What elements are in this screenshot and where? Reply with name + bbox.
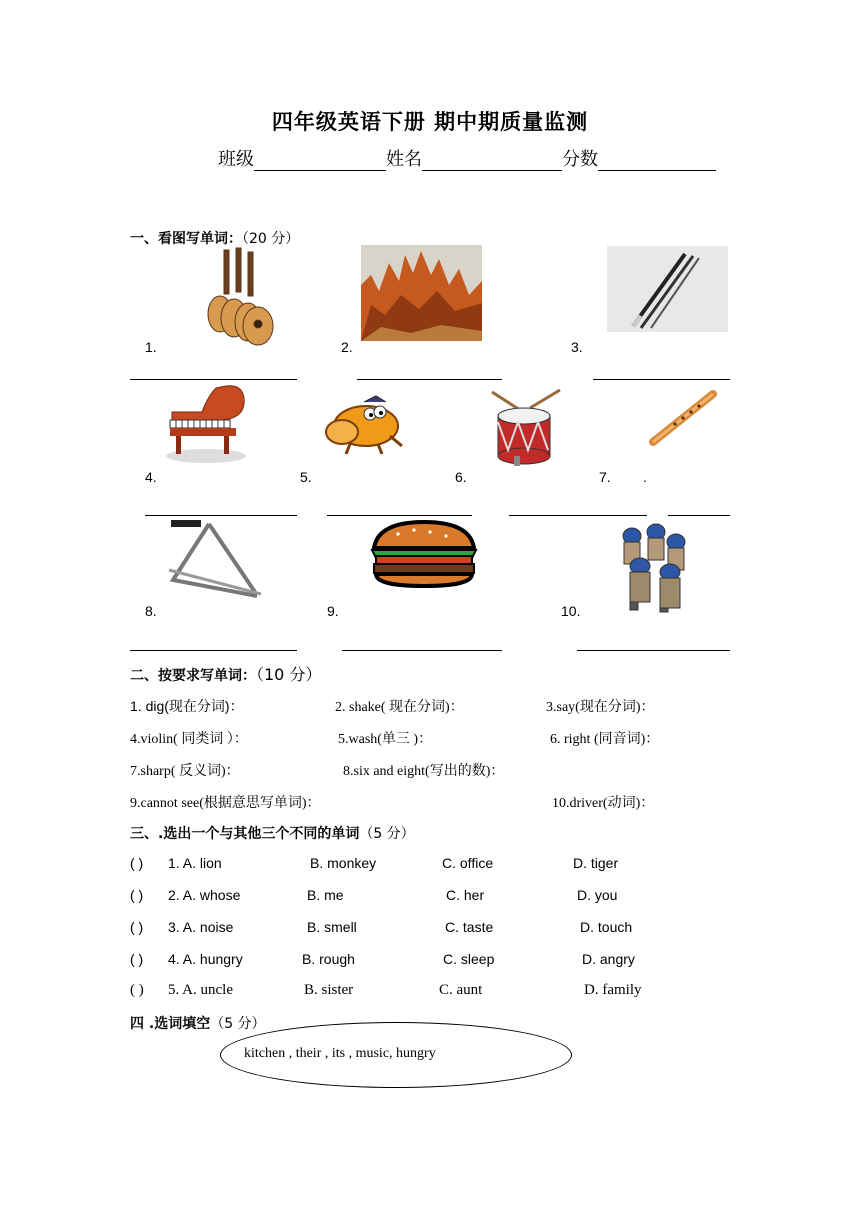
name-blank[interactable] (422, 152, 562, 171)
rock-mountain-icon (361, 245, 482, 341)
s3-row-2-b: B. me (307, 887, 344, 903)
s3-row-2-c: C. her (446, 887, 485, 903)
s3-row-4-c: C. sleep (443, 951, 495, 967)
s2-item-9: 9.cannot see(根据意思写单词)： (130, 796, 321, 811)
s3-row-1-d: D. tiger (573, 855, 619, 871)
q7-number: 7. (599, 469, 611, 485)
answer-line-5[interactable] (327, 515, 472, 516)
triangle-instrument-icon (165, 518, 275, 600)
section4-heading-text: 四 .选词填空 (130, 1016, 211, 1032)
s3-row-3-b: B. smell (307, 919, 357, 935)
q8-number: 8. (145, 603, 157, 619)
s3-row-1-c: C. office (442, 855, 494, 871)
s3-row-1-b: B. monkey (310, 855, 377, 871)
section2-heading-text: 二、按要求写单词： (130, 668, 256, 684)
s3-row-5-paren[interactable]: ( ) (130, 982, 144, 998)
word-bank: kitchen , their , its , music, hungry (244, 1046, 436, 1061)
s2-item-7: 7.sharp( 反义词)： (130, 764, 240, 779)
s3-row-3-c: C. taste (445, 919, 494, 935)
s2-item-10: 10.driver(动词)： (552, 796, 655, 811)
q2-number: 2. (341, 339, 353, 355)
s2-item-2: 2. shake( 现在分词)： (335, 700, 464, 715)
section3-score: （5 分） (359, 826, 415, 842)
s2-item-1: 1. dig(现在分词)： (130, 698, 244, 714)
student-info (218, 145, 716, 171)
name-label: 姓名 (386, 149, 422, 170)
s3-row-5-b: B. sister (304, 982, 354, 998)
q4-number: 4. (145, 469, 157, 485)
answer-line-10[interactable] (577, 650, 730, 651)
q6-number: 6. (455, 469, 467, 485)
answer-line-3[interactable] (593, 379, 730, 380)
s3-row-4-b: B. rough (302, 951, 355, 967)
piano-icon (162, 382, 250, 464)
s3-row-5-d: D. family (584, 982, 642, 998)
section1-heading (130, 228, 299, 248)
s3-row-5-question: 5. A. uncle (168, 982, 233, 998)
q5-number: 5. (300, 469, 312, 485)
page-title: 四年级英语下册 期中期质量监测 (271, 110, 589, 134)
answer-line-2[interactable] (357, 379, 502, 380)
s3-row-4-question: 4. A. hungry (168, 951, 243, 967)
section3-heading (130, 823, 415, 843)
answer-line-6[interactable] (509, 515, 647, 516)
s3-row-4-paren[interactable]: ( ) (130, 951, 144, 967)
section3-heading-text: 三、.选出一个与其他三个不同的单词 (130, 826, 360, 842)
s3-row-2-d: D. you (577, 887, 618, 903)
section1-heading-text: 一、看图写单词： (130, 231, 242, 247)
soldiers-icon (612, 522, 698, 614)
answer-line-9[interactable] (342, 650, 502, 651)
score-blank[interactable] (598, 152, 716, 171)
s3-row-1-paren[interactable]: ( ) (130, 855, 144, 871)
answer-line-8[interactable] (130, 650, 297, 651)
section4-heading (130, 1013, 266, 1033)
s3-row-4-d: D. angry (582, 951, 635, 967)
class-blank[interactable] (254, 152, 386, 171)
s3-row-2-paren[interactable]: ( ) (130, 887, 144, 903)
s3-row-1-question: 1. A. lion (168, 855, 222, 871)
guitars-icon (200, 246, 280, 346)
answer-line-4[interactable] (145, 515, 297, 516)
q1-number: 1. (145, 339, 157, 355)
answer-line-1[interactable] (130, 379, 297, 380)
drum-icon (478, 386, 562, 470)
s2-item-8: 8.six and eight(写出的数)： (343, 764, 505, 779)
class-label: 班级 (218, 149, 254, 170)
s3-row-2-question: 2. A. whose (168, 887, 241, 903)
section2-heading (130, 662, 321, 685)
s3-row-3-paren[interactable]: ( ) (130, 919, 144, 935)
s2-item-6: 6. right (同音词)： (550, 732, 660, 747)
q9-number: 9. (327, 603, 339, 619)
section1-score: （20 分） (242, 231, 300, 247)
flute-icon (645, 388, 719, 448)
score-label: 分数 (562, 149, 598, 170)
drumsticks-icon (607, 246, 728, 332)
s2-item-5: 5.wash(单三 )： (338, 732, 433, 747)
s2-item-4: 4.violin( 同类词 ）： (130, 732, 248, 747)
q10-number: 10. (561, 603, 581, 619)
answer-line-7[interactable] (668, 515, 730, 516)
section2-score: （10 分） (256, 665, 322, 684)
stray-period: . (643, 469, 647, 485)
s3-row-3-d: D. touch (580, 919, 633, 935)
cartoon-animal-icon (320, 392, 408, 456)
section4-score: （5 分） (210, 1016, 266, 1032)
s2-item-3: 3.say(现在分词)： (546, 700, 655, 715)
hamburger-icon (368, 518, 480, 590)
q3-number: 3. (571, 339, 583, 355)
s3-row-3-question: 3. A. noise (168, 919, 234, 935)
s3-row-5-c: C. aunt (439, 982, 483, 998)
